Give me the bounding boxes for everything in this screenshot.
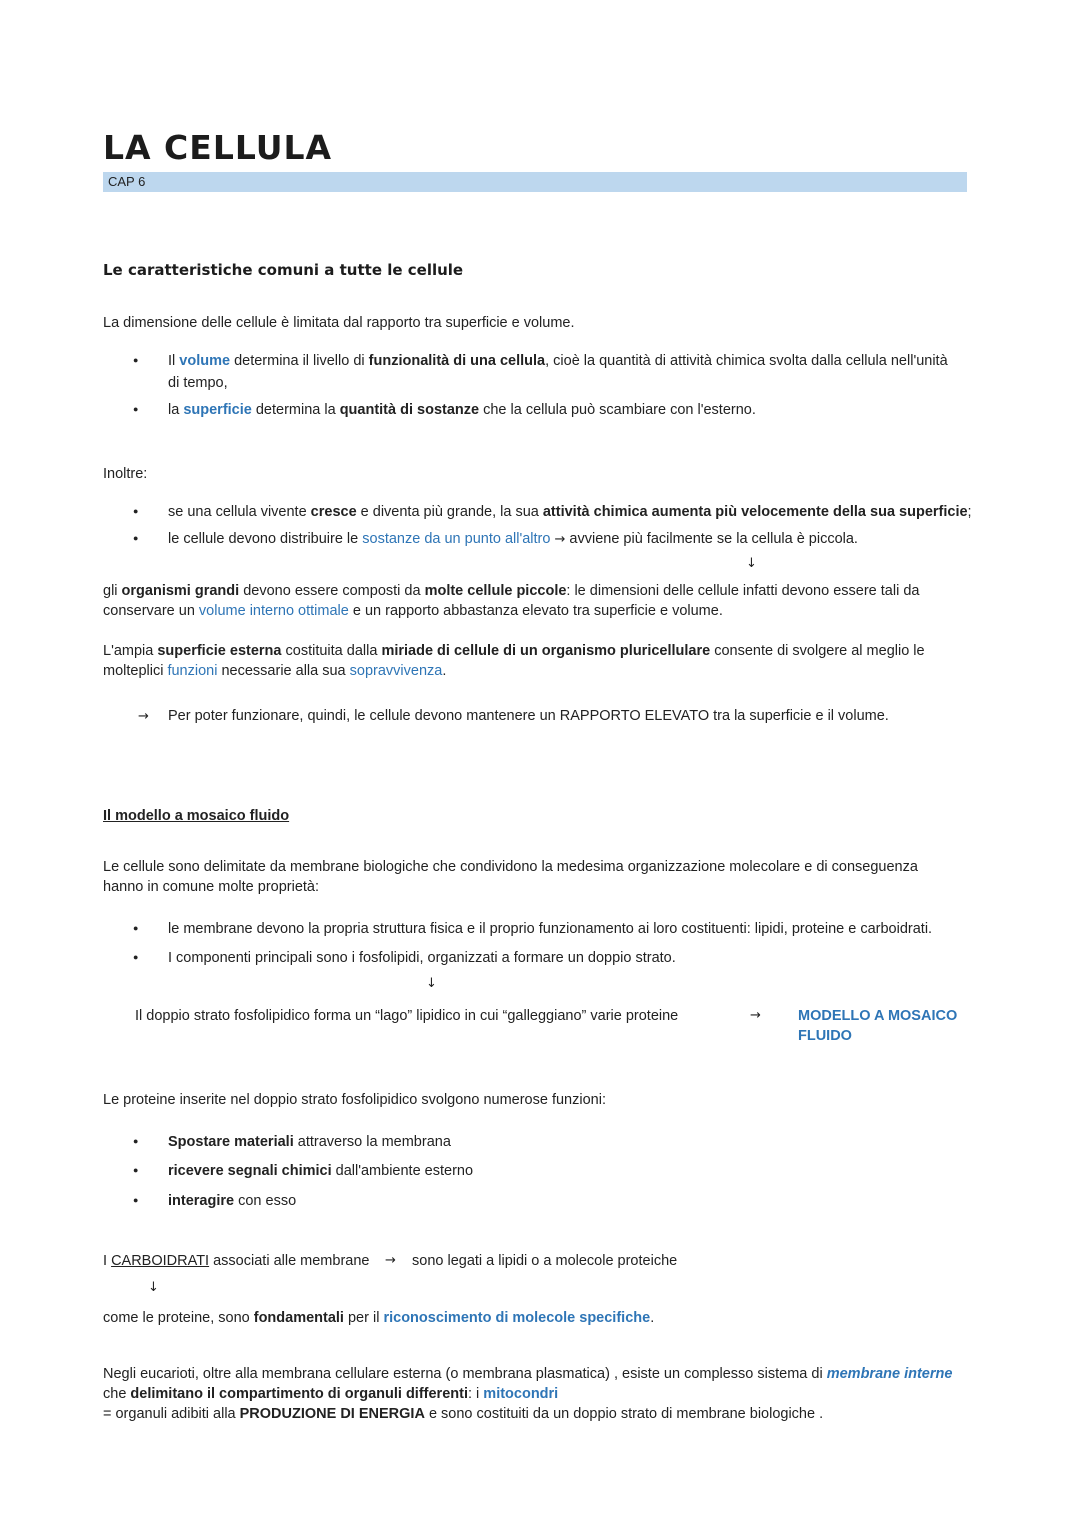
paragraph-eucarioti: Negli eucarioti, oltre alla membrana cellulare esterna (o membrana plasmatica) , esiste un complesso sistema di membrane interne che delimitano il compartimento di organuli differenti: i mitocondri = organuli adibiti alla PRODUZIONE DI ENERGIA e sono costituiti da un doppio strato di membrane biologiche .	[103, 1366, 953, 1422]
paragraph-lago: Il doppio strato fosfolipidico forma un “lago” lipidico in cui “galleggiano” varie proteine	[135, 1008, 679, 1024]
arrow-right-icon: →	[554, 532, 566, 547]
paragraph-carboidrati: I CARBOIDRATI associati alle membrane	[103, 1253, 370, 1269]
arrow-down-icon: ↓	[426, 976, 437, 991]
paragraph-superficie: L'ampia superficie esterna costituita dalla miriade di cellule di un organismo pluricellulare consente di svolgere al meglio le molteplici funzioni necessarie alla sua sopravvivenza.	[103, 643, 925, 679]
paragraph-intro: La dimensione delle cellule è limitata dal rapporto tra superficie e volume.	[103, 315, 575, 331]
page-title: LA CELLULA	[103, 128, 333, 167]
model-label: MODELLO A MOSAICO FLUIDO	[798, 1008, 958, 1044]
arrow-down-icon: ↓	[746, 556, 757, 571]
paragraph-rapporto: Per poter funzionare, quindi, le cellule devono mantenere un RAPPORTO ELEVATO tra la superficie e il volume.	[168, 708, 889, 724]
chapter-label: CAP 6	[108, 174, 146, 189]
arrow-right-icon: →	[138, 709, 149, 724]
section-heading-mosaico: Il modello a mosaico fluido	[103, 808, 290, 824]
chapter-bar	[103, 172, 967, 192]
arrow-right-icon: →	[385, 1253, 396, 1268]
paragraph-riconoscimento: come le proteine, sono fondamentali per il riconoscimento di molecole specifiche.	[103, 1310, 655, 1326]
section-heading-caratteristiche: Le caratteristiche comuni a tutte le cellule	[103, 261, 464, 279]
paragraph-proteine: Le proteine inserite nel doppio strato fosfolipidico svolgono numerose funzioni:	[103, 1092, 606, 1108]
paragraph-carboidrati-legati: sono legati a lipidi o a molecole proteiche	[412, 1253, 678, 1269]
paragraph-inoltre: Inoltre:	[103, 466, 148, 482]
paragraph-membrane: Le cellule sono delimitate da membrane biologiche che condividono la medesima organizzazione molecolare e di conseguenza hanno in comune molte proprietà:	[103, 859, 918, 895]
arrow-down-icon: ↓	[148, 1280, 159, 1295]
paragraph-organismi: gli organismi grandi devono essere composti da molte cellule piccole: le dimensioni delle cellule infatti devono essere tali da conservare un volume interno ottimale e un rapporto abbastanza elevato tra superficie e volume.	[103, 583, 920, 619]
arrow-right-icon: →	[750, 1008, 761, 1023]
